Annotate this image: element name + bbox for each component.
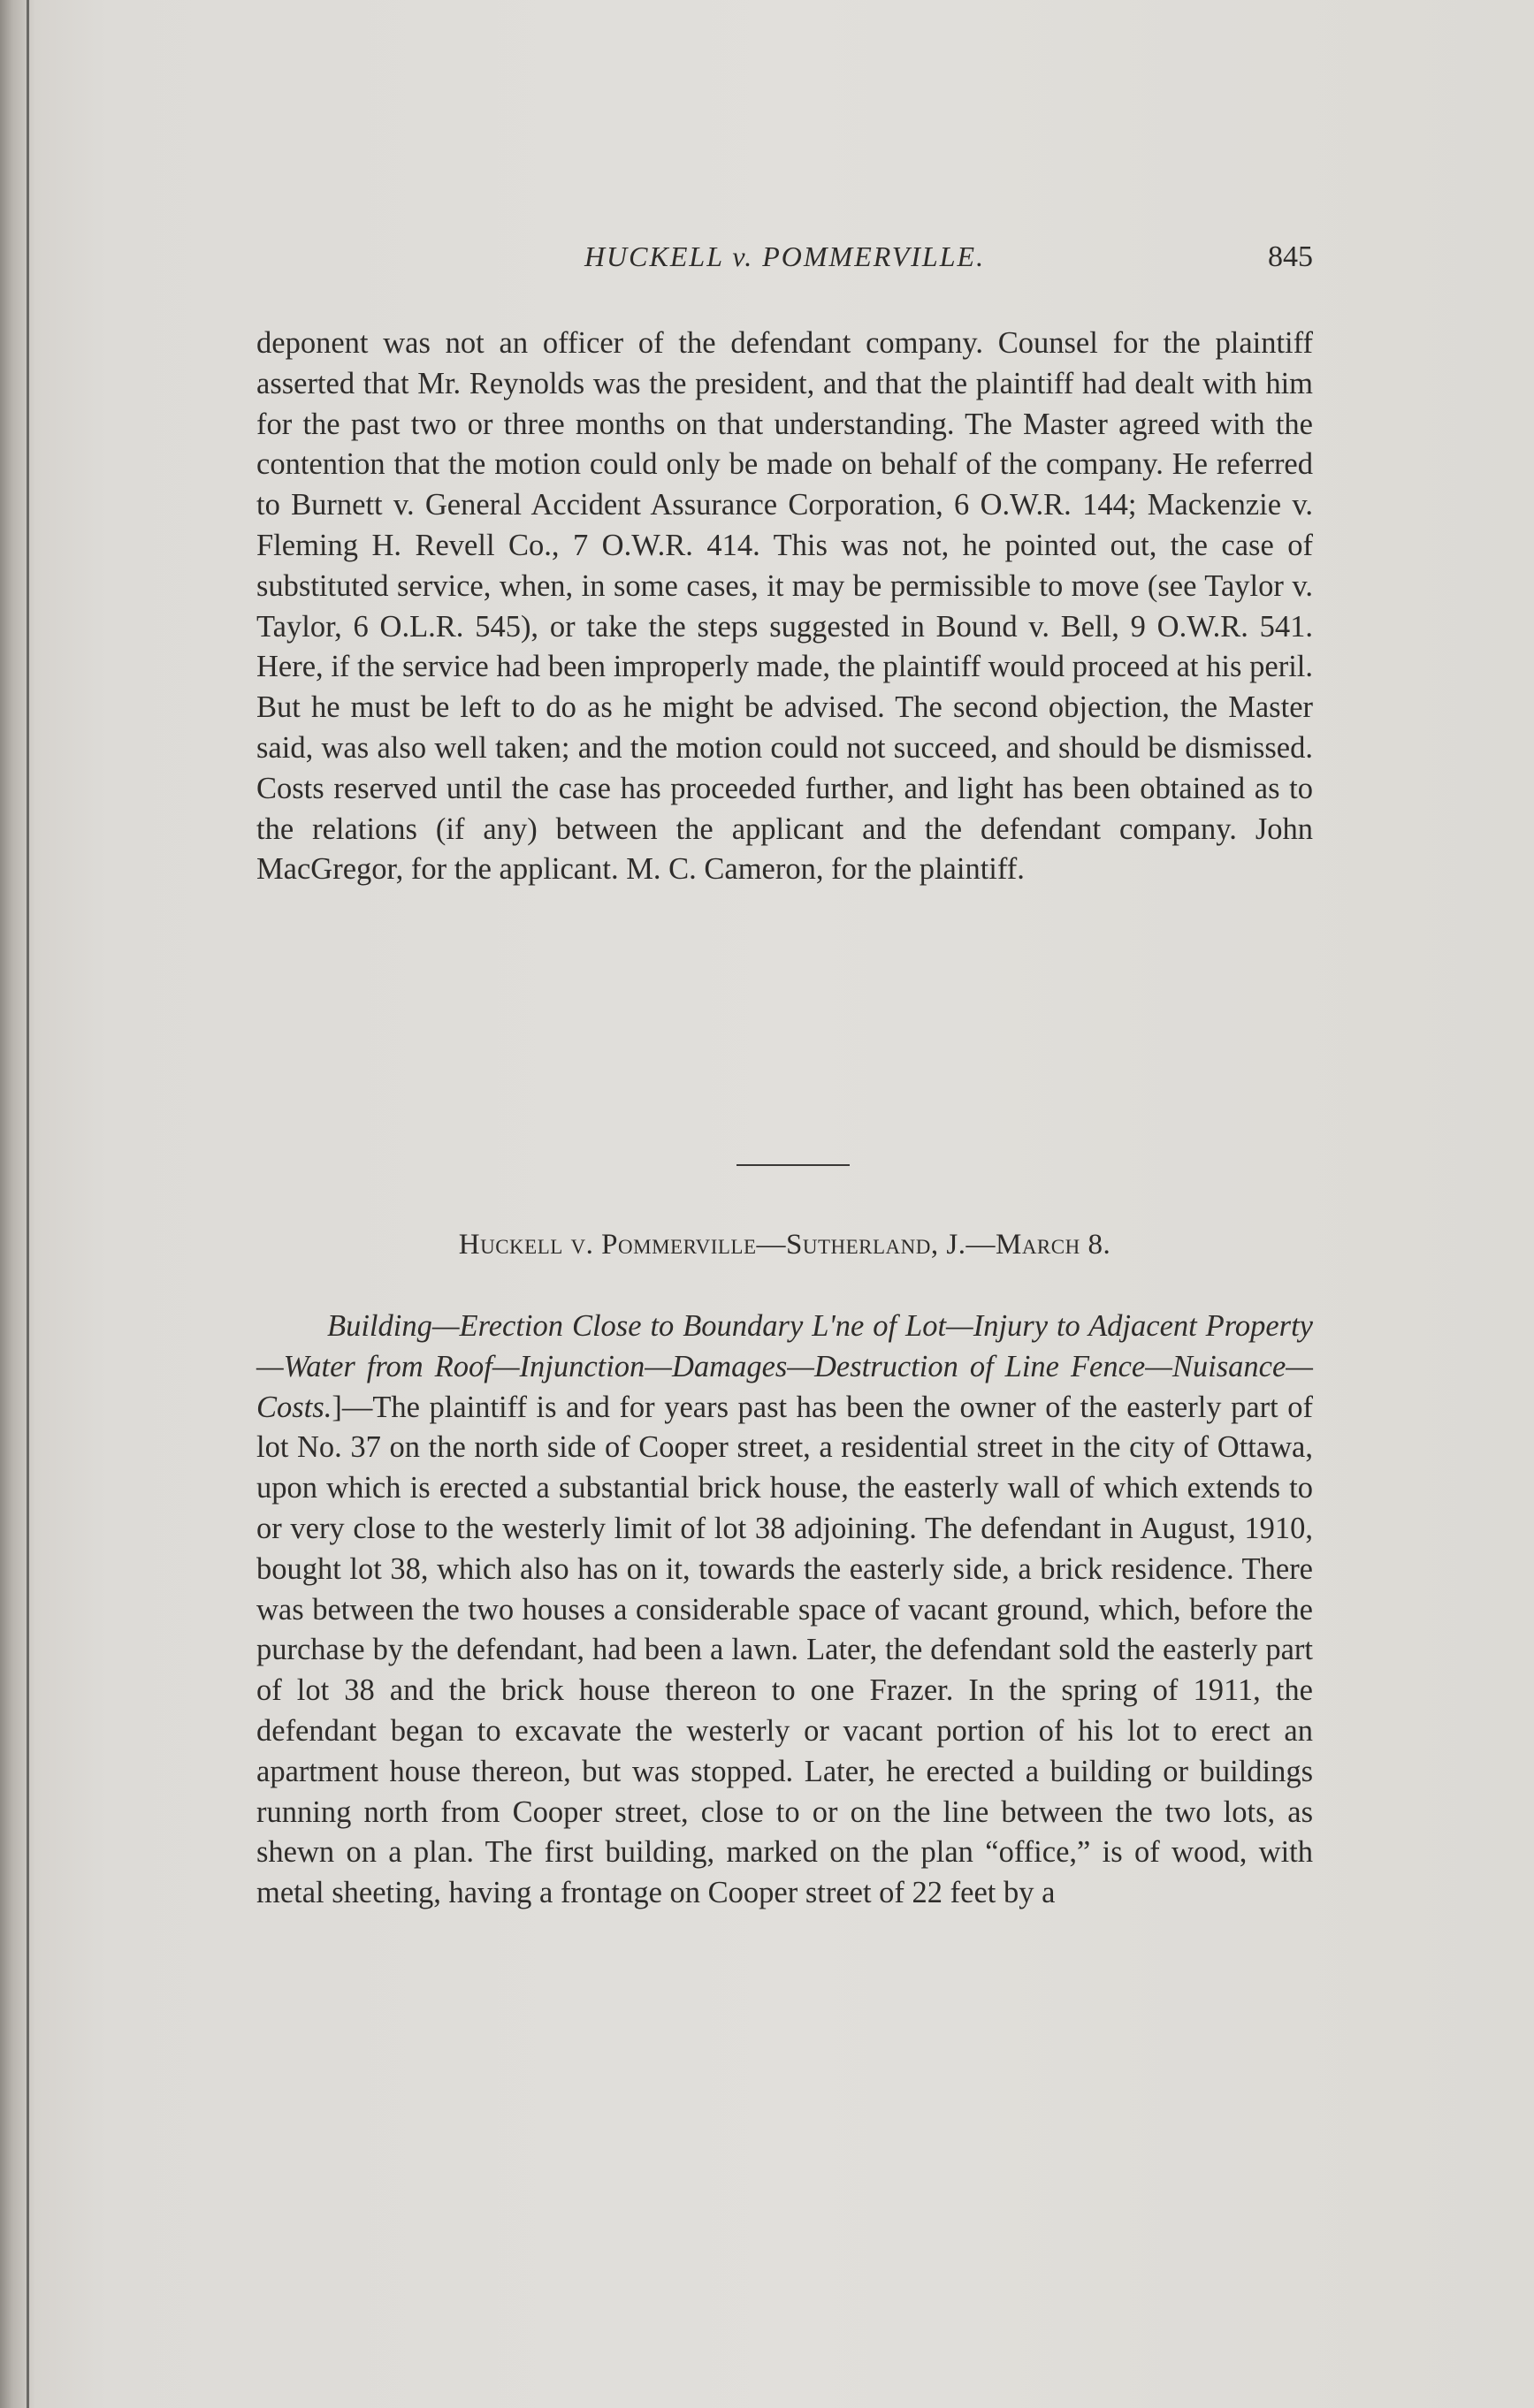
case-heading: Huckell v. Pommerville—Sutherland, J.—March 8.	[458, 1229, 1111, 1261]
headnote: Building—Erection Close to Boundary L'ne of Lot—Injury to Adjacent Property—Water from Roof—Injunction—Damages—Destruction of Line Fence—Nuisance—Costs.	[256, 1309, 1313, 1424]
running-head: HUCKELL v. POMMERVILLE.	[584, 240, 986, 272]
binding-edge	[27, 0, 29, 2408]
paragraph-2	[256, 1307, 1313, 1914]
page-header	[256, 240, 1313, 285]
paragraph-2-body: ]—The plaintiff is and for years past has been the owner of the easterly part of lot No. 37 on the north side of Cooper street, a residential street in the city of Ottawa, upon which is erected a substantial brick house, the easterly wall of which extends to or very close to the westerly limit of lot 38 adjoining. The defendant in August, 1910, bought lot 38, which also has on it, towards the easterly side, a brick residence. There was between the two houses a considerable space of vacant ground, which, before the purchase by the defendant, had been a lawn. Later, the defendant sold the easterly part of lot 38 and the brick house thereon to one Frazer. In the spring of 1911, the defendant began to excavate the westerly or vacant portion of his lot to erect an apartment house thereon, but was stopped. Later, he erected a building or buildings running north from Cooper street, close to or on the line between the two lots, as shewn on a plan. The first building, marked on the plan “office,” is of wood, with metal sheeting, having a frontage on Cooper street of 22 feet by a	[256, 1390, 1313, 1910]
page-number: 845	[1268, 240, 1313, 273]
section-divider	[736, 1164, 850, 1166]
paragraph-1: deponent was not an officer of the defendant company. Counsel for the plaintiff asserted that Mr. Reynolds was the president, and that the plaintiff had dealt with him for the past two or three months on that understanding. The Master agreed with the contention that the motion could only be made on behalf of the company. He referred to Burnett v. General Accident Assurance Corporation, 6 O.W.R. 144; Mackenzie v. Fleming H. Revell Co., 7 O.W.R. 414. This was not, he pointed out, the case of substituted service, when, in some cases, it may be permissible to move (see Taylor v. Taylor, 6 O.L.R. 545), or take the steps suggested in Bound v. Bell, 9 O.W.R. 541. Here, if the service had been improperly made, the plaintiff would proceed at his peril. But he must be left to do as he might be advised. The second objection, the Master said, was also well taken; and the motion could not succeed, and should be dismissed. Costs reserved until the case has proceeded further, and light has been obtained as to the relations (if any) between the applicant and the defendant company. John MacGregor, for the applicant. M. C. Cameron, for the plaintiff.	[256, 326, 1313, 887]
